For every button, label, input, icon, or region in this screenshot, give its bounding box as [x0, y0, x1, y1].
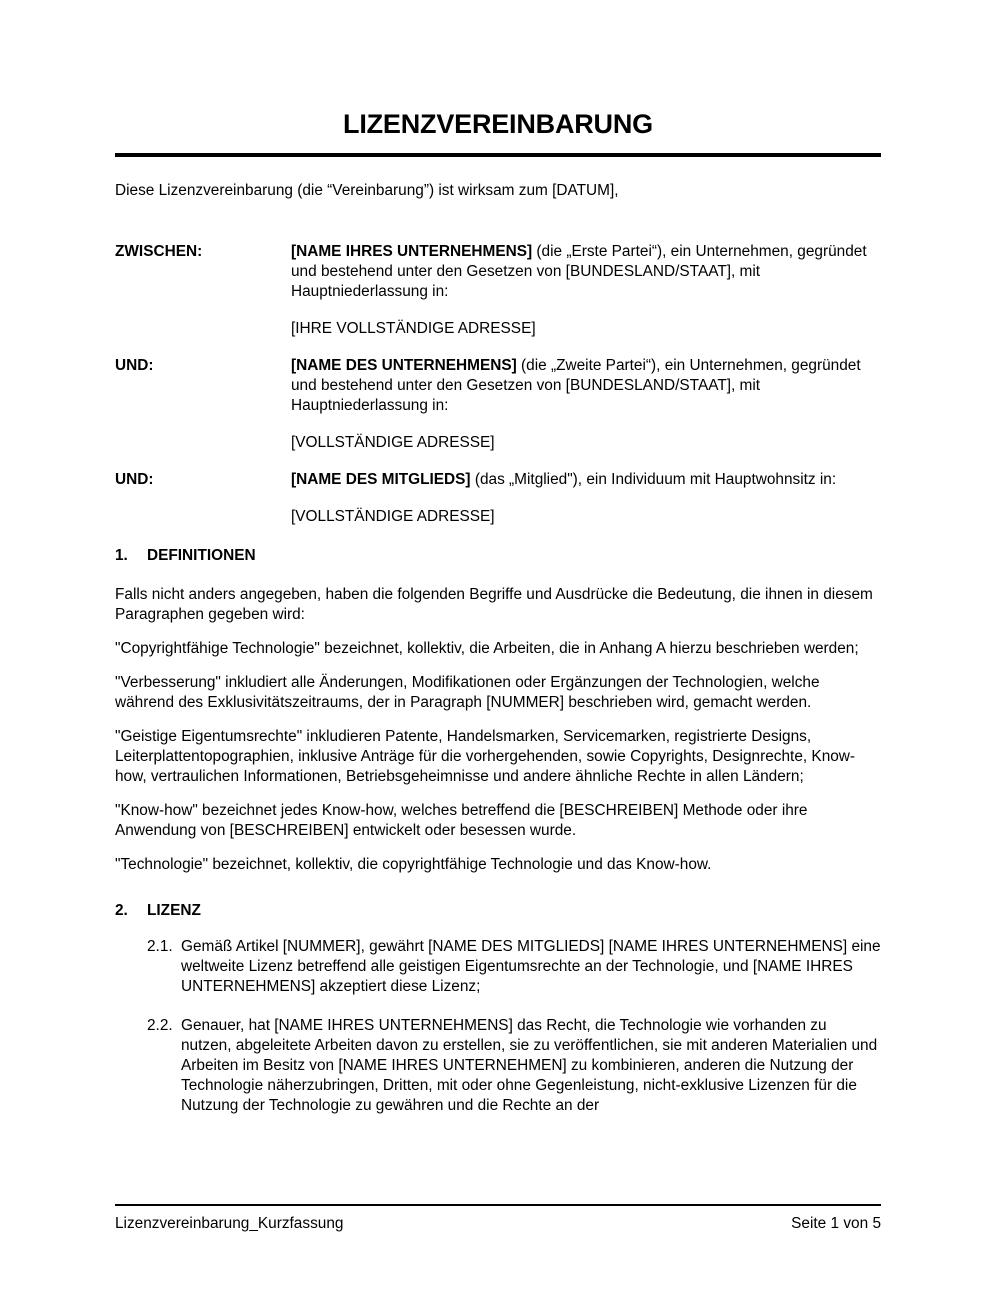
definition-paragraph: "Know-how" bezeichnet jedes Know-how, welches betreffend die [BESCHREIBEN] Methode oder ihre Anwendung von [BESCHREIBEN] entwickelt oder besessen wurde. [115, 802, 808, 839]
parties-block [115, 242, 881, 527]
party-role-label [115, 507, 291, 527]
section-heading [115, 546, 881, 566]
clause-number: 2.2. [147, 1017, 173, 1034]
party-role-label: ZWISCHEN: [115, 243, 203, 260]
page-footer [115, 1204, 881, 1234]
section-title: DEFINITIONEN [147, 547, 256, 564]
section-definitionen [115, 546, 881, 875]
clause-item-2-2 [115, 1016, 881, 1116]
party-details: (die „Zweite Partei“), ein Unternehmen, gegründet und bestehend unter den Gesetzen von [BUNDESLAND/STAAT], mit Hauptniederlassung in: [291, 357, 861, 414]
party-address-row [115, 319, 881, 339]
party-details: (die „Erste Partei“), ein Unternehmen, gegründet und bestehend unter den Gesetzen von [BUNDESLAND/STAAT], mit Hauptniederlassung in: [291, 243, 867, 300]
definition-paragraph: "Geistige Eigentumsrechte" inkludieren Patente, Handelsmarken, Servicemarken, registrierte Designs, Leiterplattentopographien, inklusive Anträge für die vorhergehenden, sowie Copyrights, Designrechte, Know-how, vertraulichen Informationen, Betriebsgeheimnisse und andere ähnliche Rechte in allen Ländern; [115, 728, 856, 785]
clause-item-2-1 [115, 937, 881, 997]
party-details: (das „Mitglied"), ein Individuum mit Hauptwohnsitz in: [470, 471, 837, 488]
definition-paragraph: "Verbesserung" inkludiert alle Änderungen, Modifikationen oder Ergänzungen der Technologien, welche während des Exklusivitätszeitraums, der in Paragraph [NUMMER] beschrieben wird, gemacht werden. [115, 674, 820, 711]
party-description [291, 242, 881, 302]
page-title: LIZENZVEREINBARUNG [343, 109, 653, 139]
party-address [291, 507, 881, 527]
clause-text: Genauer, hat [NAME IHRES UNTERNEHMENS] das Recht, die Technologie wie vorhanden zu nutzen, abgeleitete Arbeiten davon zu erstellen, sie zu veröffentlichen, sie mit anderen Materialien und Arbeiten im Besitz von [NAME IHRES UNTERNEHMEN] zu kombinieren, anderen die Nutzung der Technologie näherzubringen, Dritten, mit oder ohne Gegenleistung, nicht-exklusive Lizenzen für die Nutzung der Technologie zu gewähren und die Rechte an der [181, 1017, 878, 1114]
party-description [291, 356, 881, 416]
address-placeholder: [VOLLSTÄNDIGE ADRESSE] [291, 508, 495, 525]
clause-number: 2.1. [147, 938, 173, 955]
party-name-placeholder: [NAME DES MITGLIEDS] [291, 471, 471, 488]
party-address-row [115, 507, 881, 527]
party-address [291, 433, 881, 453]
address-placeholder: [IHRE VOLLSTÄNDIGE ADRESSE] [291, 320, 536, 337]
address-placeholder: [VOLLSTÄNDIGE ADRESSE] [291, 434, 495, 451]
section-heading [115, 901, 881, 921]
title-divider-rule [115, 153, 881, 157]
party-role-label [115, 319, 291, 339]
definition-paragraph: "Technologie" bezeichnet, kollektiv, die copyrightfähige Technologie und das Know-how. [115, 856, 712, 873]
section-number: 2. [115, 902, 128, 919]
party-row-und-2 [115, 470, 881, 490]
party-description [291, 470, 881, 490]
party-role-label: UND: [115, 471, 154, 488]
party-name-placeholder: [NAME IHRES UNTERNEHMENS] [291, 243, 533, 260]
footer-document-name: Lizenzvereinbarung_Kurzfassung [115, 1215, 344, 1232]
party-address-row [115, 433, 881, 453]
party-address [291, 319, 881, 339]
section-title: LIZENZ [147, 902, 201, 919]
section-lizenz [115, 901, 881, 1116]
definition-paragraph: Falls nicht anders angegeben, haben die folgenden Begriffe und Ausdrücke die Bedeutung, die ihnen in diesem Paragraphen gegeben wird: [115, 586, 873, 623]
party-name-placeholder: [NAME DES UNTERNEHMENS] [291, 357, 517, 374]
clause-text: Gemäß Artikel [NUMMER], gewährt [NAME DES MITGLIEDS] [NAME IHRES UNTERNEHMENS] eine weltweite Lizenz betreffend alle geistigen Eigentumsrechte an der Technologie, und [NAME IHRES UNTERNEHMENS] akzeptiert diese Lizenz; [181, 938, 881, 995]
party-row-und-1 [115, 356, 881, 416]
section-number: 1. [115, 547, 128, 564]
intro-paragraph: Diese Lizenzvereinbarung (die “Vereinbarung”) ist wirksam zum [DATUM], [115, 182, 619, 199]
party-role-label: UND: [115, 357, 154, 374]
definition-paragraph: "Copyrightfähige Technologie" bezeichnet, kollektiv, die Arbeiten, die in Anhang A hierzu beschrieben werden; [115, 640, 859, 657]
footer-page-number: Seite 1 von 5 [791, 1215, 881, 1232]
party-row-zwischen [115, 242, 881, 302]
party-role-label [115, 433, 291, 453]
